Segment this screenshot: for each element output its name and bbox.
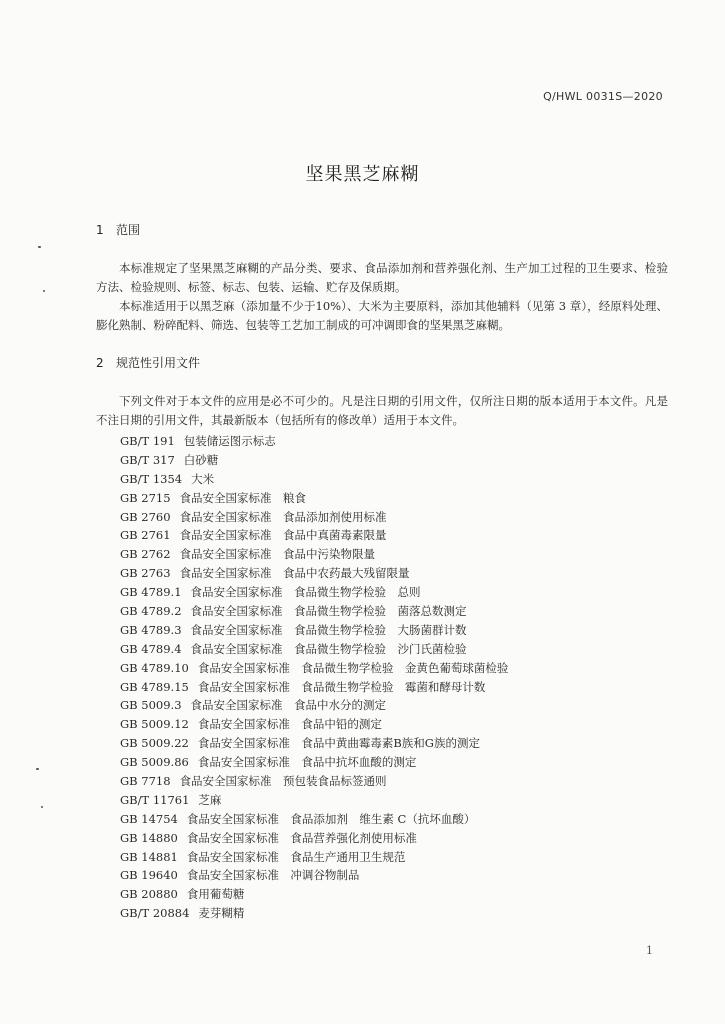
reference-item: [120, 526, 508, 545]
reference-item: [120, 678, 508, 697]
reference-item: [120, 696, 508, 715]
reference-code: GB 14880: [120, 830, 178, 845]
reference-list: [120, 432, 508, 923]
reference-item: [120, 432, 508, 451]
reference-title: 食品安全国家标准 食品中真菌毒素限量: [179, 528, 387, 543]
reference-title: 白砂糖: [183, 452, 219, 467]
reference-title: 麦芽糊精: [198, 906, 245, 921]
reference-title: 食品安全国家标准 食品营养强化剂使用标准: [186, 830, 417, 845]
reference-code: GB 4789.4: [120, 641, 182, 656]
reference-code: GB 5009.22: [120, 736, 189, 751]
reference-code: GB 14881: [120, 849, 178, 864]
scan-speck: [36, 768, 39, 770]
reference-code: GB 14754: [120, 811, 178, 826]
reference-code: GB 2762: [120, 547, 171, 562]
references-intro: 下列文件对于本文件的应用是必不可少的。凡是注日期的引用文件，仅所注日期的版本适用于本文件。凡是不注日期的引用文件，其最新版本（包括所有的修改单）适用于本文件。: [96, 394, 668, 427]
reference-code: GB 19640: [120, 868, 178, 883]
reference-code: GB 4789.2: [120, 604, 182, 619]
reference-title: 食品安全国家标准 粮食: [179, 490, 307, 505]
reference-title: 食用葡萄糖: [186, 887, 245, 902]
reference-item: [120, 489, 508, 508]
reference-title: 包装储运图示标志: [183, 434, 276, 448]
reference-item: [120, 734, 508, 753]
reference-code: GB/T 1354: [120, 471, 183, 486]
reference-title: 食品安全国家标准 食品微生物学检验 金黄色葡萄球菌检验: [197, 660, 509, 675]
reference-title: 食品安全国家标准 食品微生物学检验 霉菌和酵母计数: [197, 679, 486, 694]
reference-item: [120, 621, 508, 640]
reference-code: GB 4789.10: [120, 660, 189, 675]
reference-code: GB 2763: [120, 566, 171, 581]
reference-title: 食品安全国家标准 食品中农药最大残留限量: [179, 566, 410, 581]
section-2-title: 规范性引用文件: [116, 356, 201, 370]
reference-item: [120, 583, 508, 602]
reference-code: GB 5009.3: [120, 698, 182, 713]
reference-title: 食品安全国家标准 食品微生物学检验 菌落总数测定: [190, 604, 467, 619]
section-1-number: 1: [96, 223, 104, 237]
reference-code: GB/T 20884: [120, 906, 190, 921]
reference-title: 食品安全国家标准 食品中抗坏血酸的测定: [197, 755, 417, 770]
section-1-title: 范围: [116, 223, 141, 237]
reference-title: 食品安全国家标准 食品添加剂使用标准: [179, 509, 387, 524]
reference-title: 食品安全国家标准 食品添加剂 维生素 C（抗坏血酸）: [186, 811, 476, 826]
section-2-number: 2: [96, 356, 104, 370]
standard-code: Q/HWL 0031S—2020: [543, 90, 663, 103]
reference-title: 食品安全国家标准 冲调谷物制品: [186, 868, 360, 883]
page-title: 坚果黑芝麻糊: [305, 164, 420, 185]
scan-speck: [43, 290, 45, 292]
reference-title: 芝麻: [198, 792, 222, 807]
reference-item: [120, 885, 508, 904]
reference-item: [120, 508, 508, 527]
reference-item: [120, 866, 508, 885]
reference-item: [120, 659, 508, 678]
reference-item: [120, 451, 508, 470]
reference-code: GB 2760: [120, 509, 171, 524]
reference-title: 食品安全国家标准 食品微生物学检验 总则: [190, 585, 421, 600]
reference-title: 食品安全国家标准 预包装食品标签通则: [179, 774, 387, 789]
reference-code: GB/T 11761: [120, 792, 190, 807]
reference-code: GB 5009.86: [120, 755, 189, 770]
scope-paragraph-2: 本标准适用于以黑芝麻（添加量不少于10%）、大米为主要原料，添加其他辅料（见第 3 章），经原料处理、膨化熟制、粉碎配料、筛选、包装等工艺加工制成的可冲调即食的坚果黑芝麻糊。: [96, 299, 668, 332]
section-2-heading: [96, 354, 200, 371]
reference-code: GB 4789.1: [120, 585, 182, 600]
reference-item: [120, 753, 508, 772]
reference-item: [120, 772, 508, 791]
section-1-heading: [96, 221, 140, 238]
reference-item: [120, 602, 508, 621]
reference-code: GB/T 317: [120, 452, 175, 467]
reference-code: GB 4789.3: [120, 622, 182, 637]
reference-title: 食品安全国家标准 食品中污染物限量: [179, 547, 376, 562]
reference-title: 食品安全国家标准 食品微生物学检验 大肠菌群计数: [190, 622, 467, 637]
reference-title: 食品安全国家标准 食品微生物学检验 沙门氏菌检验: [190, 641, 467, 656]
reference-item: [120, 564, 508, 583]
scope-paragraph-1: 本标准规定了坚果黑芝麻糊的产品分类、要求、食品添加剂和营养强化剂、生产加工过程的卫生要求、检验方法、检验规则、标签、标志、包装、运输、贮存及保质期。: [96, 261, 668, 294]
reference-code: GB 2761: [120, 528, 171, 543]
reference-code: GB 5009.12: [120, 717, 189, 732]
reference-title: 食品安全国家标准 食品中黄曲霉毒素B族和G族的测定: [197, 736, 480, 751]
reference-item: [120, 545, 508, 564]
reference-code: GB 4789.15: [120, 679, 189, 694]
reference-item: [120, 904, 508, 923]
reference-code: GB 20880: [120, 887, 178, 902]
reference-item: [120, 829, 508, 848]
reference-code: GB 7718: [120, 774, 171, 789]
reference-code: GB/T 191: [120, 434, 175, 448]
scan-speck: [38, 246, 41, 248]
reference-title: 食品安全国家标准 食品中水分的测定: [190, 698, 387, 713]
reference-item: [120, 715, 508, 734]
reference-item: [120, 791, 508, 810]
reference-item: [120, 848, 508, 867]
reference-title: 大米: [191, 471, 215, 486]
reference-item: [120, 470, 508, 489]
reference-code: GB 2715: [120, 490, 171, 505]
reference-title: 食品安全国家标准 食品中铅的测定: [197, 717, 382, 732]
reference-item: [120, 810, 508, 829]
reference-title: 食品安全国家标准 食品生产通用卫生规范: [186, 849, 406, 864]
page-number: 1: [646, 944, 653, 957]
reference-item: [120, 640, 508, 659]
scan-speck: [41, 806, 43, 808]
